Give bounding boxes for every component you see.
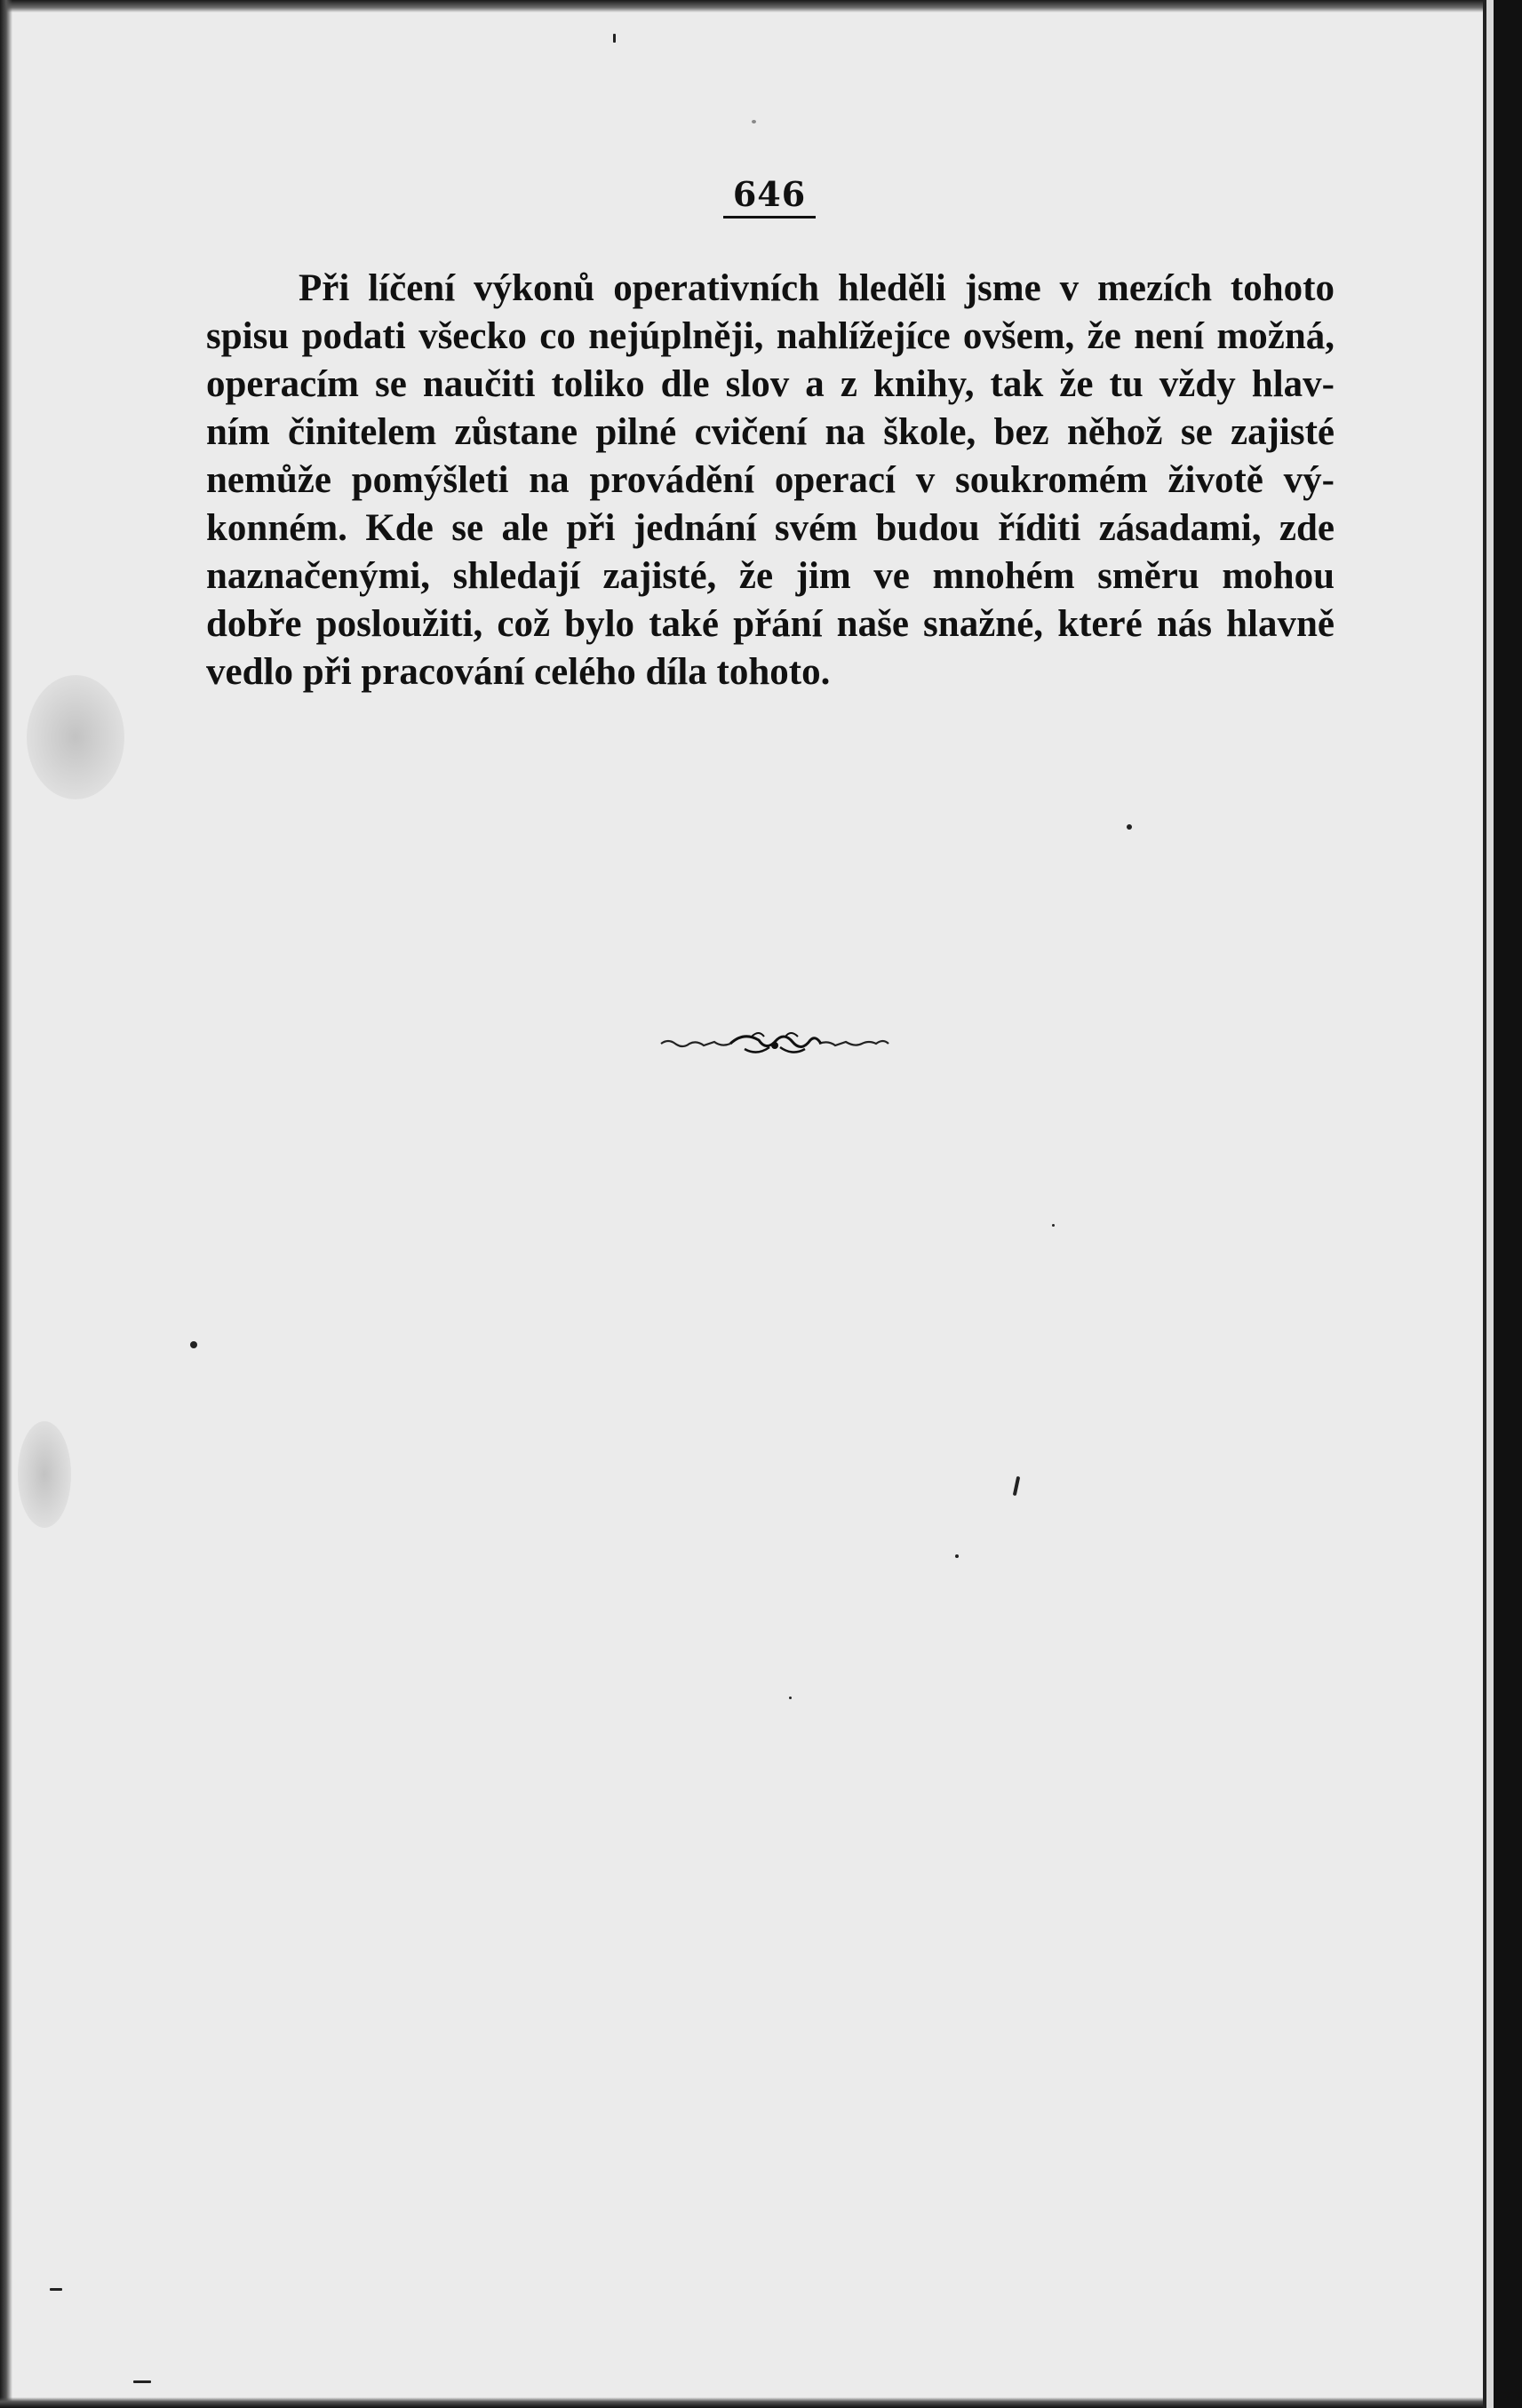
ink-speck xyxy=(1052,1224,1055,1227)
paragraph-line: naznačenými, shledají zajisté, že jim ve mnohém směru mohou xyxy=(206,555,1335,597)
scan-edge-bottom xyxy=(0,2397,1522,2408)
paragraph-line: konném. Kde se ale při jednání svém budou říditi zásadami, zde xyxy=(206,507,1335,549)
ink-speck xyxy=(955,1554,959,1558)
paragraph-line: operacím se naučiti toliko dle slov a z knihy, tak že tu vždy hlav- xyxy=(206,363,1335,405)
ink-speck xyxy=(50,2288,62,2291)
scan-edge-left xyxy=(0,0,12,2408)
ink-speck xyxy=(190,1341,197,1348)
body-paragraph xyxy=(206,265,1335,696)
ink-speck xyxy=(789,1697,792,1699)
paper-smudge xyxy=(27,675,124,799)
ink-speck xyxy=(1013,1476,1020,1496)
scan-edge-right xyxy=(1494,0,1522,2408)
paragraph-line: ním činitelem zůstane pilné cvičení na škole, bez něhož se zajisté xyxy=(206,411,1335,453)
paragraph-line: nemůže pomýšleti na provádění operací v soukromém životě vý- xyxy=(206,459,1335,501)
decorative-tailpiece-icon xyxy=(659,1026,890,1061)
page-number-underline xyxy=(723,216,816,219)
ink-speck xyxy=(1127,824,1132,830)
ink-speck xyxy=(133,2380,151,2383)
page-number: 646 xyxy=(732,174,807,214)
scan-edge-top xyxy=(0,0,1522,12)
paragraph-line: Při líčení výkonů operativních hleděli jsme v mezích tohoto xyxy=(299,267,1335,309)
paper-smudge xyxy=(18,1421,71,1528)
paragraph-line: dobře posloužiti, což bylo také přání naše snažné, které nás hlavně xyxy=(206,603,1335,645)
paragraph-line: spisu podati všecko co nejúplněji, nahlížejíce ovšem, že není možná, xyxy=(206,315,1335,357)
ink-speck xyxy=(752,120,756,123)
ink-speck xyxy=(613,34,616,43)
paragraph-line: vedlo při pracování celého díla tohoto. xyxy=(206,651,831,693)
scan-edge-right-margin xyxy=(1486,0,1494,2408)
